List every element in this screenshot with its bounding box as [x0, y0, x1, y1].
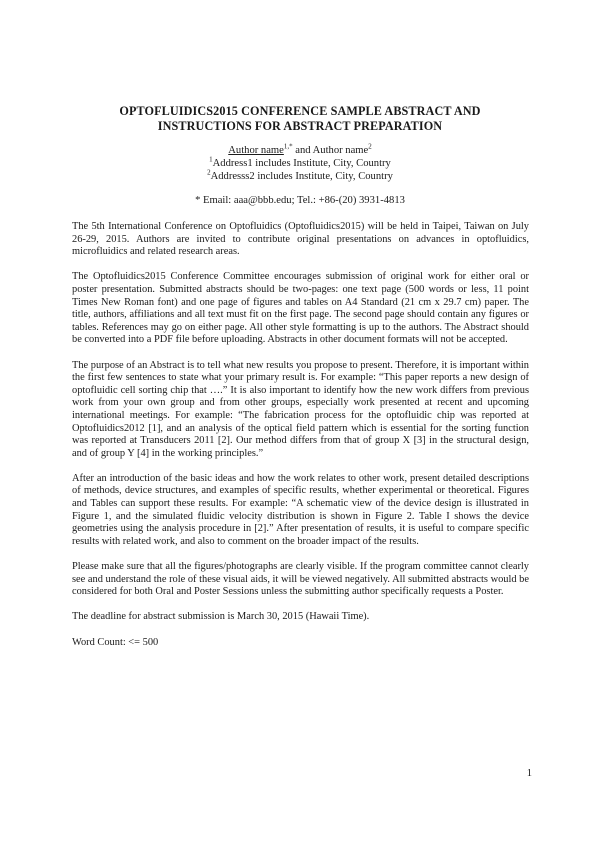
affiliation-2: [0, 170, 600, 183]
contact-line: * Email: aaa@bbb.edu; Tel.: +86-(20) 3931-4813: [195, 195, 405, 206]
author-conjunction: and: [292, 145, 313, 156]
title-line-2: INSTRUCTIONS FOR ABSTRACT PREPARATION: [157, 119, 443, 133]
affiliation-1: [0, 157, 600, 170]
paragraph-deadline: The deadline for abstract submission is March 30, 2015 (Hawaii Time).: [72, 611, 370, 623]
paragraph-purpose: The purpose of an Abstract is to tell what new results you propose to present. Therefore, it is important within the first few sentences to state what your primary result is. For example: “This paper reports a new design of optofluidic cell sorting chip that ….” It is also important to identify how the new work differs from previous work from your own group and from other groups, especially work presented at recent and upcoming international meetings. For example: “The fabrication process for the optofluidic chip was reported at Optofluidics2012 [1], and an analysis of the optical field pattern which is essential for the sorting function was reported at Transducers 2011 [2]. Our method differs from that of group X [3] in the structural design, and of group Y [4] in the working principles.”: [72, 359, 529, 459]
paragraph-submission: The Optofluidics2015 Conference Committee encourages submission of original work for either oral or poster presentation. Submitted abstracts should be two-pages: one text page (500 words or less, 11 point Times New Roman font) and one page of figures and tables on A4 Standard (21 cm x 29.7 cm) paper. The title, authors, affiliations and all text must fit on the first page. The second page should contain any figures or tables. References may go on either page. All other style formatting is up to the authors. The Abstract should be converted into a PDF file before uploading. Abstracts in other document formats will not be accepted.: [72, 271, 529, 346]
author-2-name: Author name: [312, 145, 369, 156]
affiliation-2-superscript: 2: [207, 168, 211, 177]
affiliation-1-superscript: 1: [209, 155, 213, 164]
paper-title: [0, 104, 600, 134]
author-1-name: Author name: [228, 145, 284, 156]
author-1-superscript: 1,*: [283, 142, 293, 151]
affiliation-1-text: Address1 includes Institute, City, Country: [212, 158, 391, 169]
page-number: 1: [526, 768, 532, 779]
word-count: Word Count: <= 500: [72, 636, 159, 648]
affiliation-2-text: Addresss2 includes Institute, City, Country: [210, 171, 393, 182]
title-line-1: OPTOFLUIDICS2015 CONFERENCE SAMPLE ABSTRACT AND: [119, 104, 481, 118]
author-line: [0, 144, 600, 157]
paragraph-figures: Please make sure that all the figures/photographs are clearly visible. If the program committee cannot clearly see and understand the role of these visual aids, it will be viewed negatively. All submitted abstracts would be considered for both Oral and Poster Sessions unless the submitting author specifically requests a Poster.: [72, 561, 529, 598]
author-2-superscript: 2: [368, 142, 372, 151]
abstract-body: [72, 221, 529, 662]
paragraph-intro: The 5th International Conference on Optofluidics (Optofluidics2015) will be held in Taipei, Taiwan on July 26-29, 2015. Authors are invited to contribute original presentations on advances in optofluidics, microfluidics and related research areas.: [72, 221, 529, 258]
author-block: [0, 144, 600, 183]
paragraph-methods: After an introduction of the basic ideas and how the work relates to other work, present detailed descriptions of methods, device structures, and examples of specific results, whether experimental or theoretical. Figures and Tables can support these results. For example: “A schematic view of the device design is illustrated in Figure 1, and the simulated fluidic velocity distribution is shown in Figure 2. Table I shows the device geometries using the analysis procedure in [2].” After presentation of results, it is useful to compare specific results with related work, and also to comment on the broader impact of the results.: [72, 472, 529, 547]
